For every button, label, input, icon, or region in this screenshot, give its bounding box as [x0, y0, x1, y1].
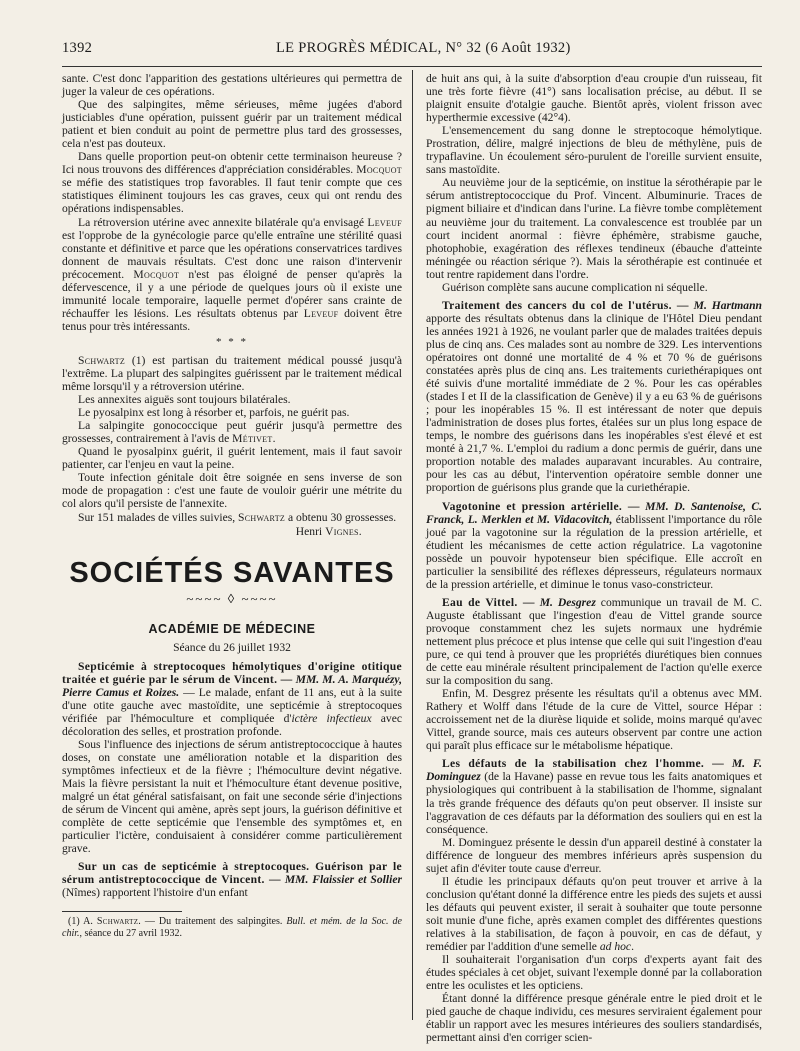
text-run: avec décoloration des selles, et prostration profonde. — [62, 711, 402, 738]
text-run: — Le malade, enfant de 11 ans, eut à la suite d'une otite gauche avec mastoïdite, une septicémie à streptocoques vérifiée par l'hémoculture et compliquée d' — [62, 685, 402, 725]
paragraph: Au neuvième jour de la septicémie, on institue la sérothérapie par le sérum antistreptococcique du Prof. Vincent. Albuminurie. Traces de pigment biliaire et d'indican dans l'urine. La fièvre tombe complètement au neuvième jour du traitement. La convalescence est troublée par un court incident anormal : fièvre éphémère, strabisme gauche, photophobie, exagération des réflexes tendineux (ébauche d'atteinte méningée ou réaction sérique ?). Mais la sérothérapie est continuée et tout rentre rapidement dans l'ordre. — [426, 176, 762, 281]
right-column — [426, 72, 762, 1044]
text-run: communique un travail de M. C. Auguste établissant que l'ingestion d'eau de Vittel grande source provoque constamment chez les sujets normaux une hydrémie nettement plus précoce et plus intense que celle qui suit l'ingestion d'eau pure, ce qui tend à prouver que les propriétés diurétiques bien connues de cette eau minérale résultent principalement de l'action qu'elle exerce sur la composition du sang. — [426, 595, 763, 688]
section-title: SOCIÉTÉS SAVANTES — [69, 556, 395, 589]
paragraph — [426, 875, 762, 953]
text-run: Dans quelle proportion peut-on obtenir cette terminaison heureuse ? Ici nous trouvons des différences d'appréciation considérables. — [62, 150, 402, 177]
text-run: apporte des résultats obtenus dans la clinique de l'Hôtel Dieu pendant les années 1921 à 1926, ne voulant parler que de malades traitées depuis plus de cinq ans. Ces malades sont au nombre de 329. Les interventions opératoires ont donné une mortalité de 4 % et 70 % de guérisons constatées après plus de cinq ans. Les traitements curiethérapiques ont été suivis d'une mortalité immédiate de 2 %. Pour les cas opérables (stades I et II de la classification de Genève) il y a eu 63 % de guérisons ; pour les inopérables 15 %. Il est intéressant de noter que depuis l'administration de doses plus fortes, étalées sur un plus long espace de temps, le nombre des guérisons dans les inopérables s'est élevé et est monté à 21,7 %. L'emploi du radium a donc permis de guérir, dans une proportion notable des malades auparavant incurables. Au contraire, pour les cas au début, l'intervention opératoire semble donner une proportion de guérisons plus grande que la curiethérapie. — [426, 311, 762, 495]
text-run: est l'opprobe de la gynécologie parce qu'elle entraîne une stérilité quasi constante et définitive et parce que les opérations conservatrices tardives donnent de mauvais résultats. C'est donc une raison d'intervenir précocement. — [62, 228, 402, 281]
footnote-rule — [62, 911, 182, 912]
article-title: Vagotonine et pression artérielle. — — [442, 499, 640, 513]
text-run: ad hoc — [599, 940, 632, 954]
header-rule — [62, 66, 762, 67]
paragraph — [62, 511, 402, 524]
text-run: . — [631, 940, 634, 954]
paragraph: L'ensemencement du sang donne le streptocoque hémolytique. Prostration, délire, malgré injections de bleu de méthylène, puis de trypaflavine. Un écoulement séro-purulent de l'oreille survient ensuite, sans mastoïdite. — [426, 124, 762, 177]
paragraph: M. Dominguez présente le dessin d'un appareil destiné à constater la différence de longueur des membres inférieurs après suspension du sujet afin d'éviter toute cause d'erreur. — [426, 835, 762, 875]
article-authors: MM. Flaissier et Sollier — [284, 873, 402, 887]
article-paragraph — [426, 757, 762, 835]
text-run: (de la Havane) passe en revue tous les faits anatomiques et physiologiques qui contribuent à la stabilisation de l'homme, signalant la très grande fréquence des défauts qu'on peut observer. Il insiste sur l'aggravation de ces défauts par la déformation des souliers qui en est la conséquence. — [426, 770, 762, 836]
paragraph: Il souhaiterait l'organisation d'un corps d'experts ayant fait des études spéciales à cet objet, suivant l'exemple donné par la collaboration entre les oculistes et les opticiens. — [426, 953, 762, 993]
article-paragraph — [426, 299, 762, 495]
text-run: (Nîmes) rapportent l'histoire d'un enfant — [62, 886, 248, 900]
text-run: . — [272, 432, 276, 446]
article-title: Septicémie à streptocoques hémolytiques d'origine otitique traitée et guérie par le sérum de Vincent. — — [62, 659, 402, 686]
article-paragraph — [62, 860, 402, 899]
text-run: La salpingite gonococcique peut guérir jusqu'à permettre des grossesses, contrairement à l'avis de — [62, 419, 402, 446]
article-paragraph — [62, 660, 402, 738]
paragraph: Enfin, M. Desgrez présente les résultats qu'il a obtenus avec MM. Rathery et Wolff dans l'étude de la cure de Vittel, source Hépar : accroissement net de la diurèse liquide et solide, moins marqué qu'avec Vittel, grande source, mais ces auteurs observent par contre une action qui paraît plus efficace sur le métabolisme hépatique. — [426, 687, 762, 753]
article-paragraph — [426, 596, 762, 687]
text-run: Henri — [295, 524, 323, 538]
paragraph: Quand le pyosalpinx guérit, il guérit lentement, mais il faut savoir patienter, car l'enjeu en vaut la peine. — [62, 445, 402, 472]
author-name: Leveuf — [303, 306, 339, 320]
text-run: Sur 151 malades de villes suivies, — [78, 510, 236, 524]
paragraph: Les annexites aiguës sont toujours bilatérales. — [78, 393, 291, 407]
article-title: Les défauts de la stabilisation chez l'homme. — — [442, 757, 725, 771]
author-name: Leveuf — [367, 215, 402, 229]
text-run: , séance du 27 avril 1932. — [79, 928, 182, 940]
session-date: Séance du 26 juillet 1932 — [173, 640, 291, 654]
paragraph: Que des salpingites, même sérieuses, même jugées d'abord justiciables d'une opération, puissent guérir par un traitement médical patient et bien conduit au point de permettre plus tard des grossesses, cela n'est pas douteux. — [62, 98, 402, 151]
text-run: La rétroversion utérine avec annexite bilatérale qu'a envisagé — [78, 215, 365, 229]
text-run: se méfie des statistiques trop favorables. Il faut tenir compte que ces statistiques éliminent toujours les cas graves, ceux qui ont rendu des opérations indispensables. — [62, 176, 402, 216]
author-name: Schwartz — [78, 353, 126, 367]
paragraph: de huit ans qui, à la suite d'absorption d'eau croupie d'un ruisseau, fit une très forte fièvre (41°) sans localisation précise, au début. Il se plaignit ensuite d'otalgie gauche. Bientôt après, violent frisson avec hyperthermie excessive (42°4). — [426, 72, 762, 125]
column-rule — [412, 70, 413, 1020]
article-paragraph — [426, 500, 762, 591]
text-run: établissent l'importance du rôle joué par la vagotonine sur la régulation de la pression artérielle, et étudient les mécanismes de cette action régulatrice. La vagotonine possède un pouvoir hypotenseur bien spécifique. Elle accroît en particulier la sensibilité des réflexes dépresseurs, régulateurs normaux de la pression artérielle, et diminue le tonus vaso-constricteur. — [426, 512, 763, 591]
paragraph — [62, 354, 402, 393]
paragraph: Guérison complète sans aucune complication ni séquelle. — [442, 280, 708, 294]
section-separator: * * * — [216, 335, 248, 348]
text-run: Il étudie les principaux défauts qu'on peut trouver et arrive à la conclusion qu'étant donné la différence entre les pieds des sujets et aussi les défauts qui peuvent exister, il serait à souhaiter que toute personne soit munie d'une fiche, après examen complet des différentes questions relatives à la stabilisation, de façon à pouvoir, en cas de défaut, y remédier par l'addition d'une semelle — [426, 874, 762, 954]
author-name: Vignes. — [325, 524, 362, 538]
academy-heading: ACADÉMIE DE MÉDECINE — [148, 621, 316, 636]
article-authors: M. Hartmann — [693, 298, 762, 312]
footnote — [62, 916, 402, 940]
text-run: (1) est partisan du traitement médical poussé jusqu'à l'extrême. La plupart des salpingites guérissent par le traitement médical même lorsqu'il y a rétroversion utérine. — [62, 353, 403, 394]
paragraph — [62, 216, 402, 333]
author-name: Mocquot — [133, 267, 180, 281]
paragraph: Sous l'influence des injections de sérum antistreptococcique à hautes doses, on constate une amélioration notable et la disparition des symptômes infectieux et de la fièvre ; l'hémoculture devint négative. Mais la fièvre persistant la nuit et l'hémoculture étant devenue positive, malgré un état général satisfaisant, on fait une seconde série d'injections de sérum de Vincent qui amène, après sept jours, la guérison définitive et complète de cette septicémie que l'ensemble des symptômes et, en particulier l'ictère, conduisaient à considérer comme particulièrement grave. — [62, 737, 402, 856]
author-name: Schwartz — [238, 510, 286, 524]
article-authors: M. F. Dominguez — [426, 757, 762, 784]
article-authors: M. Desgrez — [539, 595, 596, 609]
author-name: Mocquot — [356, 163, 402, 177]
signature — [62, 525, 402, 538]
paragraph — [62, 150, 402, 215]
left-column — [62, 72, 402, 940]
text-run: a obtenu 30 grossesses. — [288, 510, 397, 524]
text-run: ictère infectieux — [291, 711, 372, 725]
paragraph: sante. C'est donc l'apparition des gestations ultérieures qui permettra de juger la valeur de ces opérations. — [62, 72, 402, 99]
author-name: Schwartz — [96, 916, 139, 928]
running-title: LE PROGRÈS MÉDICAL, N° 32 (6 Août 1932) — [276, 40, 571, 56]
paragraph: Toute infection génitale doit être soignée en sens inverse de son mode de propagation : c'est une faute de vouloir guérir une métrite du col alors qu'il persiste de l'annexite. — [62, 471, 402, 511]
text-run: doivent être tenus pour très intéressants. — [62, 306, 402, 333]
ornament: ~~~~ ◊ ~~~~ — [186, 590, 278, 606]
paragraph: Le pyosalpinx est long à résorber et, parfois, ne guérit pas. — [78, 406, 350, 420]
article-title: Sur un cas de septicémie à streptocoques. Guérison par le sérum antistreptococcique de Vincent. — — [62, 860, 402, 887]
text-run: Bull. et mém. de la Soc. de chir. — [62, 916, 402, 940]
paragraph: Étant donné la différence presque générale entre le pied droit et le pied gauche de chaque individu, ces mesures serviraient également pour établir un rapport avec les mesures intérieures des souliers standardisés, permettant ainsi d'en corriger scien- — [426, 992, 762, 1045]
text-run: (1) A. — [68, 916, 93, 928]
running-header — [62, 40, 762, 62]
page-number: 1392 — [62, 40, 93, 56]
text-run: . — Du traitement des salpingites. — [138, 916, 283, 928]
author-name: Métivet — [232, 432, 273, 446]
text-run: n'est pas éloigné de penser qu'après la défervescence, il y a une période de quelques jours où il existe une immunité locale temporaire, laquelle permet d'opérer sans crainte de réchauffer les lésions. Les résultats obtenus par — [62, 267, 402, 320]
article-title: Traitement des cancers du col de l'utérus. — — [442, 298, 689, 312]
paragraph — [62, 419, 402, 445]
article-authors: MM. D. Santenoise, C. Franck, L. Merklen et M. Vidacovitch, — [426, 499, 762, 526]
article-title: Eau de Vittel. — — [442, 595, 535, 609]
article-authors: MM. M. A. Marquézy, Pierre Camus et Roizes. — [62, 672, 402, 699]
